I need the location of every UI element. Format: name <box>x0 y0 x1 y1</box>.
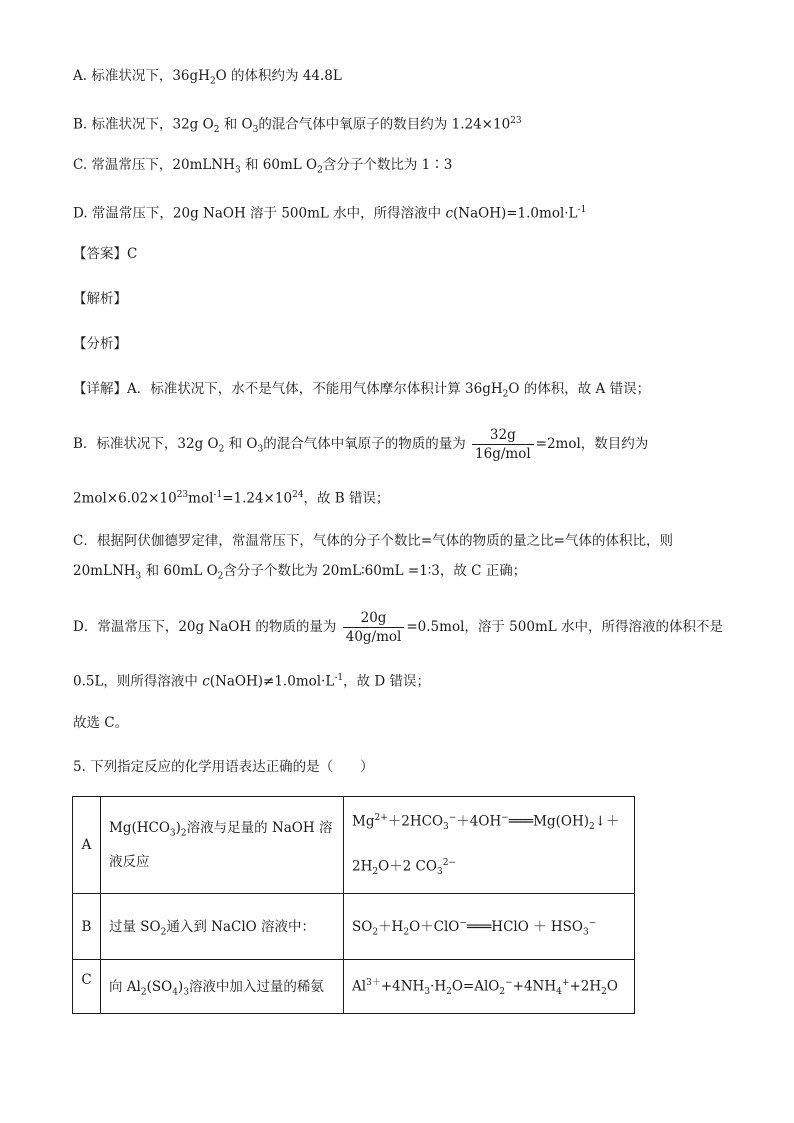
detail-b1: B．标准状况下，32g $O_2$ 和 $O_3$的混合气体中氧原子的物质的量为 $\frac{32g}{\text{16g/mol}}$ =2mol，数目约为 <box>73 427 649 462</box>
fraction-d: $\frac{20g}{\text{40g/mol}}$ <box>343 609 405 646</box>
row-equation: $Mg^{2+}+2HCO_3^-+4OH^-═══Mg(OH)_2↓+$ $2H_2O+2$ $CO_3^{2-}$ <box>344 797 635 894</box>
table-row <box>73 894 635 960</box>
row-equation: $Al^{3+}+4NH_3\cdot H_2O=AlO_2^-+4NH_4^++2H_2O$ <box>344 960 635 1014</box>
detail-a: 【详解】A．标准状况下，水不是气体，不能用气体摩尔体积计算 $36gH_2O$ 的体积，故 A 错误； <box>73 381 651 400</box>
analysis-tag: 【解析】 <box>73 291 127 307</box>
answer-value: C <box>127 246 138 262</box>
detail-c2: 20mLNH$_3$ 和 60mL $O_2$含分子个数比为 20mL∶60mL =1∶3，故 C 正确； <box>73 563 527 582</box>
detail-b2: $2mol\times 6.02\times 10^{23}mol^{-1}=1.24\times 10^{24}$，故 B 错误； <box>73 490 390 507</box>
row-description: 向 $Al_2(SO_4)_3$溶液中加入过量的稀氨 <box>101 960 344 1014</box>
question-5-stem: 5. 下列指定反应的化学用语表达正确的是（ ） <box>73 759 374 775</box>
option-a: A. 标准状况下，$36gH_2O$ 的体积约为 44.8L <box>73 68 342 87</box>
table-row <box>73 960 635 1014</box>
row-equation: $SO_2+H_2O+ClO^-═══HClO + HSO_3^-$ <box>344 894 635 960</box>
option-d: D. 常温常压下，20g NaOH 溶于 500mL 水中，所得溶液中 $c(NaOH)=1.0mol\cdot L^{-1}$ <box>73 205 587 222</box>
fenxi-tag: 【分析】 <box>73 336 127 352</box>
conclusion: 故选 C。 <box>73 715 129 731</box>
row-description: $Mg(HCO_3)_2$溶液与足量的 NaOH 溶 液反应 <box>101 797 344 894</box>
row-description: 过量 $SO_2$通入到 NaClO 溶液中： <box>101 894 344 960</box>
row-label: C <box>73 960 101 1014</box>
table-row <box>73 797 635 894</box>
row-label: B <box>73 894 101 960</box>
answer-line <box>73 244 137 264</box>
fraction-b: $\frac{32g}{\text{16g/mol}}$ <box>472 426 534 463</box>
row-label: A <box>73 797 101 894</box>
detail-d2: 0.5L，则所得溶液中 $c(NaOH)\ne 1.0mol\cdot L^{-1}$，故 D 错误； <box>73 673 431 690</box>
detail-c1: C．根据阿伏伽德罗定律，常温常压下，气体的分子个数比=气体的物质的量之比=气体的体积比，则 <box>73 533 673 549</box>
question-5-table <box>72 796 635 1014</box>
option-c: C. 常温常压下，20mLNH$_3$ 和 60mL $O_2$含分子个数比为 1∶3 <box>73 157 453 176</box>
option-b: B. 标准状况下，32g $O_2$ 和 $O_3$的混合气体中氧原子的数目约为 $1.24\times 10^{23}$ <box>73 116 522 136</box>
detail-d1: D．常温常压下，20g NaOH 的物质的量为 $\frac{20g}{\text{40g/mol}}$ =0.5mol，溶于 500mL 水中，所得溶液的体积不是 <box>73 610 724 645</box>
answer-tag: 【答案】 <box>73 246 127 262</box>
